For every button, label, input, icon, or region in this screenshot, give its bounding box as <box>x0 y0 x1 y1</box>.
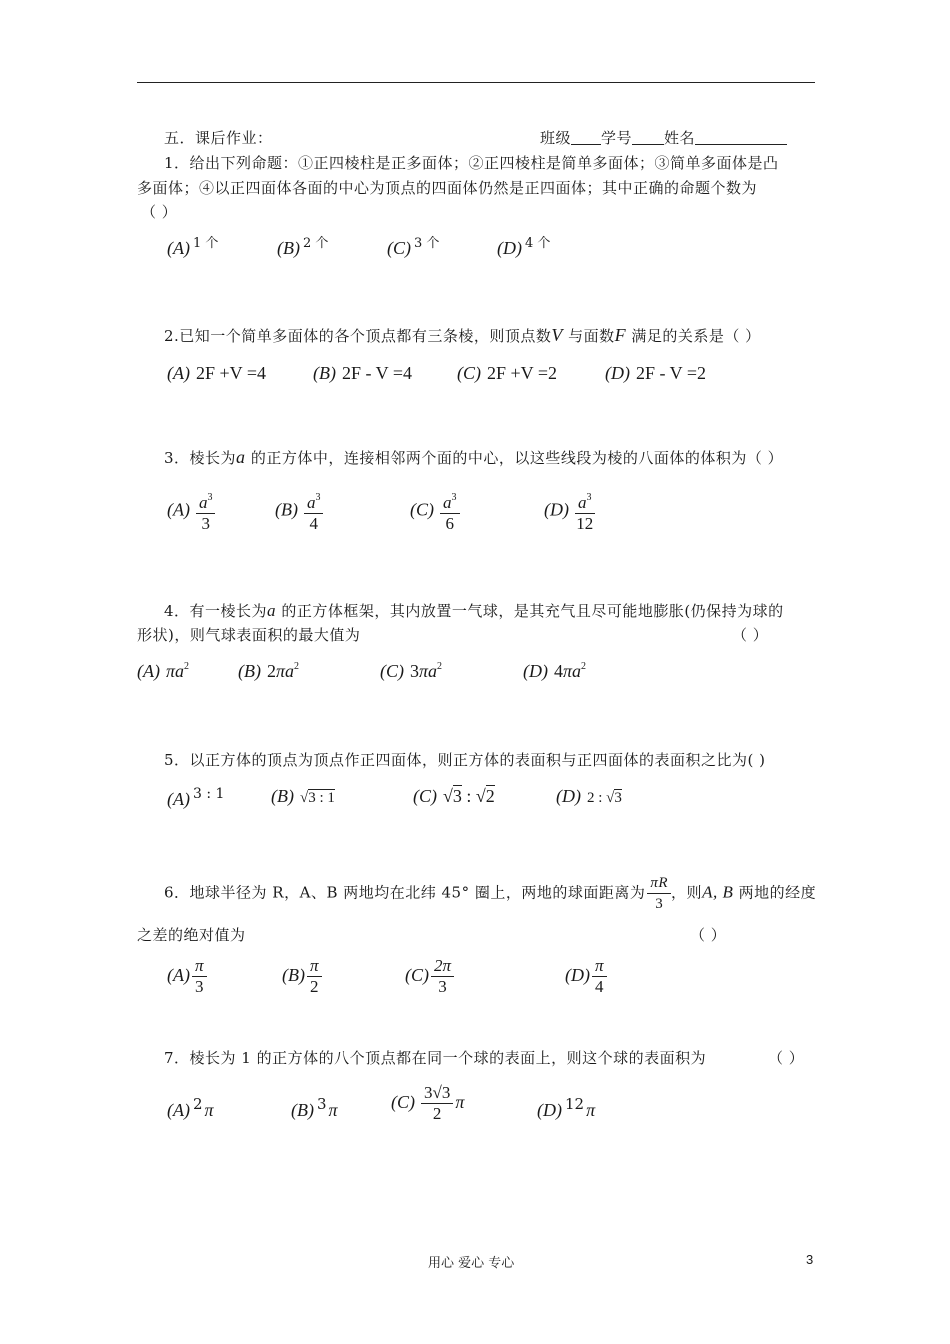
q1-option-c: (C) $^{3 个}$ <box>387 236 440 258</box>
q3-option-d: (D) $\frac{a^3}{12}$ <box>544 488 595 534</box>
q4-option-b: (B) $2\pi a^2$ <box>238 661 300 681</box>
q7-answer-paren: （ ） <box>768 1049 805 1067</box>
section-title: 五．课后作业： <box>164 129 273 147</box>
q1-answer-paren: （ ） <box>141 203 178 221</box>
class-label: 班级 <box>540 129 572 147</box>
number-label: 学号 <box>601 129 633 147</box>
student-info-fields <box>540 127 787 149</box>
q2-stem: 2.已知一个简单多面体的各个顶点都有三条棱，则顶点数V 与面数F 满足的关系是（ ） <box>164 325 761 345</box>
q2-option-c: (C) 2F +V =2 <box>457 363 557 383</box>
q6-answer-paren: （ ） <box>690 926 727 944</box>
q3-option-c: (C) $\frac{a^3}{6}$ <box>410 488 460 534</box>
q2-option-a: (A) 2F +V =4 <box>167 363 266 383</box>
q2-option-d: (D) 2F - V =2 <box>605 363 707 383</box>
footer-slogan: 用心 爱心 专心 <box>428 1256 515 1271</box>
q4-option-d: (D) $4\pi a^2$ <box>523 661 587 681</box>
q5-option-a: (A) $^{3 : 1}$ <box>167 786 225 809</box>
q1-line1: 1．给出下列命题：①正四棱柱是正多面体；②正四棱柱是简单多面体；③简单多面体是凸 <box>164 154 779 172</box>
q7-option-b: (B) 3 π <box>291 1095 338 1120</box>
q2-option-b: (B) 2F - V =4 <box>313 363 412 383</box>
q4-option-c: (C) $3\pi a^2$ <box>380 661 443 681</box>
q3-var-a: a <box>236 447 246 467</box>
q4-option-a: (A) $\pi a^2$ <box>137 661 190 681</box>
q5-option-d: (D) 2 : √3 <box>556 786 622 806</box>
q6-option-b: (B) $\frac{\pi}{2}$ <box>282 956 322 997</box>
q1-line2: 多面体；④以正四面体各面的中心为顶点的四面体仍然是正四面体；其中正确的命题个数为 <box>137 179 758 197</box>
q6-line1: 6．地球半径为 R，A、B 两地均在北纬 45° 圈上，两地的球面距离为 $\frac{\pi R}{3}$ ，则A, B 两地的经度 <box>164 875 817 912</box>
q6-option-c: (C) $\frac{2\pi}{3}$ <box>405 956 454 997</box>
q6-option-d: (D) $\frac{\pi}{4}$ <box>565 956 607 997</box>
name-blank <box>695 128 787 145</box>
number-blank <box>632 128 664 145</box>
q1-option-b: (B) $^{2 个}$ <box>277 236 329 258</box>
q5-option-b: (B) √3 : 1 <box>271 786 335 806</box>
q1-option-a: (A) $^{1 个}$ <box>167 236 219 258</box>
q4-line2: 形状)，则气球表面积的最大值为 <box>137 626 361 644</box>
q1-option-d: (D) $^{4 个}$ <box>497 236 551 258</box>
q7-option-a: (A) 2 π <box>167 1095 214 1120</box>
q6-distance-fraction: $\frac{\pi R}{3}$ <box>647 873 671 914</box>
q3-option-b: (B) $\frac{a^3}{4}$ <box>275 488 323 534</box>
q6-line2: 之差的绝对值为 <box>137 926 246 944</box>
q2-var-f: F <box>614 325 627 345</box>
q2-var-v: V <box>551 325 563 345</box>
q5-stem: 5．以正方体的顶点为顶点作正四面体，则正方体的表面积与正四面体的表面积之比为( ) <box>164 751 766 769</box>
class-blank <box>571 128 601 145</box>
q3-stem: 3．棱长为a 的正方体中，连接相邻两个面的中心，以这些线段为棱的八面体的体积为（ ） <box>164 447 784 467</box>
q7-option-d: (D) 12 π <box>537 1095 596 1120</box>
name-label: 姓名 <box>664 129 696 147</box>
header-rule <box>137 82 815 83</box>
q7-stem: 7．棱长为 1 的正方体的八个顶点都在同一个球的表面上，则这个球的表面积为 <box>164 1049 707 1067</box>
page-number: 3 <box>806 1252 814 1267</box>
q6-option-a: (A) $\frac{\pi}{3}$ <box>167 956 207 997</box>
q7-option-c: (C) $\frac{3√3}{2}$ π <box>391 1083 465 1123</box>
q3-option-a: (A) $\frac{a^3}{3}$ <box>167 488 215 534</box>
q4-answer-paren: （ ） <box>732 626 769 644</box>
q4-line1: 4．有一棱长为a 的正方体框架，其内放置一气球，是其充气且尽可能地膨胀(仍保持为球的 <box>164 601 784 620</box>
q5-option-c: (C) √3 : √2 <box>413 786 495 806</box>
q4-var-a: a <box>267 601 277 620</box>
